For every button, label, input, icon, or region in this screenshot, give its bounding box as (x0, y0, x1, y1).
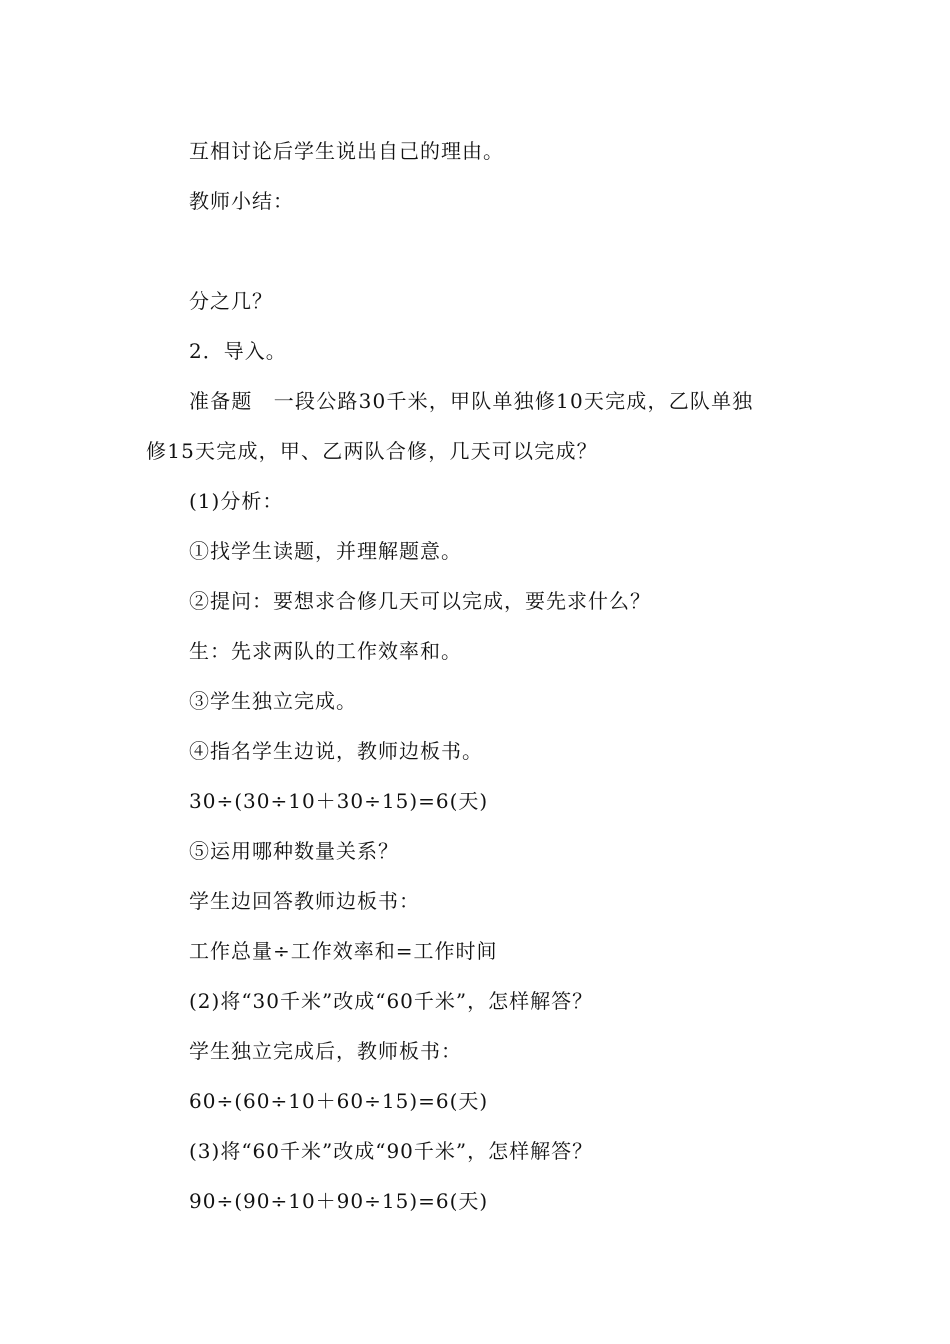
formula-work-time: 工作总量÷工作效率和=工作时间 (189, 939, 498, 963)
paragraph-student-reply: 学生边回答教师边板书： (189, 889, 420, 913)
paragraph-prep-problem: 准备题 一段公路30千米，甲队单独修10天完成，乙队单独 (189, 389, 754, 413)
list-item-question: ②提问：要想求合修几天可以完成，要先求什么？ (189, 589, 651, 613)
subheading-change-90km: (3)将“60千米”改成“90千米”，怎样解答？ (189, 1139, 594, 1163)
list-item-board-writing: ④指名学生边说，教师边板书。 (189, 739, 483, 763)
equation-90km: 90÷(90÷10＋90÷15)=6(天) (189, 1189, 489, 1213)
paragraph-after-independent: 学生独立完成后，教师板书： (189, 1039, 462, 1063)
paragraph-fraction-question: 分之几？ (189, 289, 273, 313)
list-item-quantity-relation: ⑤运用哪种数量关系？ (189, 839, 399, 863)
paragraph-discussion: 互相讨论后学生说出自己的理由。 (189, 139, 504, 163)
subheading-change-60km: (2)将“30千米”改成“60千米”，怎样解答？ (189, 989, 594, 1013)
equation-30km: 30÷(30÷10＋30÷15)=6(天) (189, 789, 489, 813)
subheading-analysis: (1)分析： (189, 489, 284, 513)
paragraph-teacher-summary: 教师小结： (189, 189, 294, 213)
list-item-read-problem: ①找学生读题，并理解题意。 (189, 539, 462, 563)
paragraph-student-answer: 生：先求两队的工作效率和。 (189, 639, 462, 663)
equation-60km: 60÷(60÷10＋60÷15)=6(天) (189, 1089, 489, 1113)
section-heading-intro: 2．导入。 (189, 339, 287, 363)
list-item-independent: ③学生独立完成。 (189, 689, 357, 713)
paragraph-prep-problem-continued: 修15天完成，甲、乙两队合修，几天可以完成？ (146, 439, 598, 463)
